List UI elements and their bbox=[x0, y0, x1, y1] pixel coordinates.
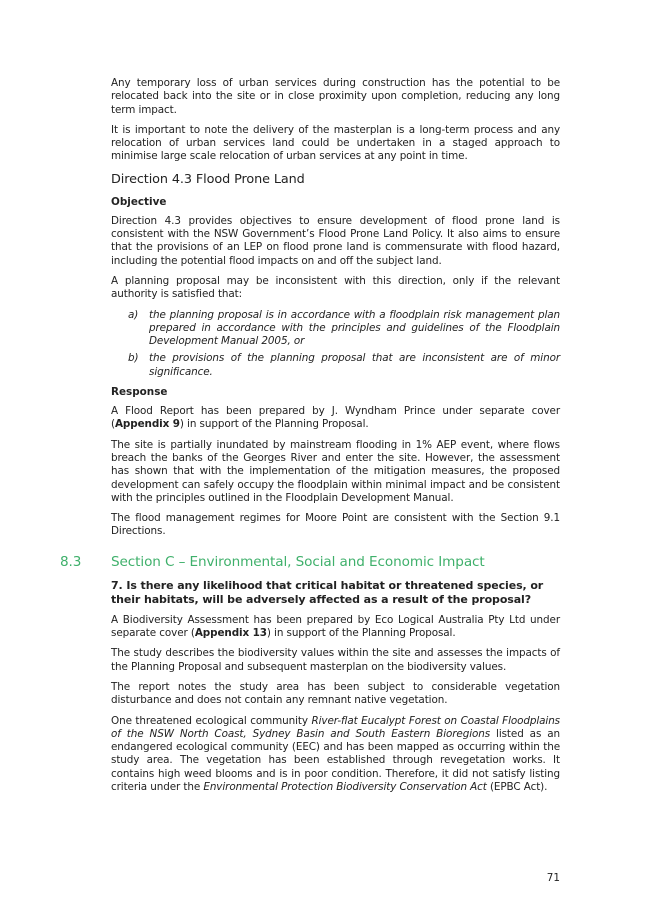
response-paragraph-2: The site is partially inundated by mainstream flooding in 1% AEP event, where flows breach the banks of the Georges River and enter the site. However, the assessment has shown that with the implementation of the mitigation measures, the proposed development can safely occupy the floodplain within minimal impact and be consistent with the principles outlined in the Floodplain Development Manual. bbox=[111, 438, 560, 504]
section-heading bbox=[60, 554, 560, 571]
biodiversity-paragraph-3: The report notes the study area has been subject to considerable vegetation disturbance and does not contain any remnant native vegetation. bbox=[111, 680, 560, 707]
appendix-reference: Appendix 9 bbox=[114, 418, 180, 431]
response-label: Response bbox=[111, 386, 168, 399]
appendix-reference: Appendix 13 bbox=[194, 627, 267, 640]
section-title: Section C – Environmental, Social and Economic Impact bbox=[111, 553, 485, 570]
response-paragraph-3: The flood management regimes for Moore Point are consistent with the Section 9.1 Directions. bbox=[111, 512, 560, 538]
objective-paragraph-1: Direction 4.3 provides objectives to ensure development of flood prone land is consistent with the NSW Government’s Flood Prone Land Policy. It also aims to ensure that the provisions of an LEP on flood prone land is commensurate with flood hazard, including the potential flood impacts on and off the subject land. bbox=[111, 214, 560, 267]
paragraph-text: ) in support of the Planning Proposal. bbox=[266, 627, 456, 640]
response-paragraph-1 bbox=[111, 405, 560, 432]
act-name: Environmental Protection Biodiversity Conservation Act bbox=[203, 780, 487, 793]
list-item-text: the provisions of the planning proposal that are inconsistent are of minor significance. bbox=[149, 352, 560, 378]
list-item bbox=[111, 309, 560, 349]
objective-paragraph-2: A planning proposal may be inconsistent with this direction, only if the relevant authority is satisfied that: bbox=[111, 274, 560, 301]
question-heading: 7. Is there any likelihood that critical habitat or threatened species, or their habitats, will be adversely affected as a result of the proposal? bbox=[111, 578, 544, 606]
page-number: 71 bbox=[546, 872, 560, 884]
community-name: River-flat Eucalypt Forest on Coastal Floodplains of the NSW North Coast, Sydney Basin and South Eastern Bioregions bbox=[111, 714, 560, 740]
list-item bbox=[111, 352, 560, 379]
intro-paragraph-1: Any temporary loss of urban services during construction has the potential to be relocated back into the site or in close proximity upon completion, reducing any long term impact. bbox=[111, 77, 560, 116]
conditions-list bbox=[111, 309, 560, 379]
biodiversity-paragraph-1 bbox=[111, 614, 560, 641]
response-text: ) in support of the Planning Proposal. bbox=[179, 418, 369, 431]
biodiversity-paragraph-2: The study describes the biodiversity values within the site and assesses the impacts of the Planning Proposal and subsequent masterplan on the biodiversity values. bbox=[111, 647, 560, 673]
paragraph-text: (EPBC Act). bbox=[486, 780, 548, 793]
response-text: A Flood Report has been prepared by J. Wyndham Prince under separate cover ( bbox=[111, 405, 560, 431]
list-item-marker: a) bbox=[128, 308, 139, 321]
direction-heading: Direction 4.3 Flood Prone Land bbox=[111, 171, 305, 187]
paragraph-text: A Biodiversity Assessment has been prepared by Eco Logical Australia Pty Ltd under separate cover ( bbox=[111, 613, 560, 640]
section-number: 8.3 bbox=[60, 553, 82, 570]
list-item-text: the planning proposal is in accordance with a floodplain risk management plan prepared in accordance with the principles and guidelines of the Floodplain Development Manual 2005, or bbox=[149, 308, 560, 348]
objective-label: Objective bbox=[111, 195, 167, 208]
intro-paragraph-2: It is important to note the delivery of the masterplan is a long-term process and any relocation of urban services land could be undertaken in a staged approach to minimise large scale relocation of urban services at any point in time. bbox=[111, 123, 560, 163]
paragraph-text: listed as an endangered ecological community (EEC) and has been mapped as occurring within the study area. The vegetation has been established through revegetation works. It contains high weed blooms and is in poor condition. Therefore, it did not satisfy listing criteria under the bbox=[111, 727, 561, 793]
page-content bbox=[60, 77, 561, 801]
biodiversity-paragraph-4 bbox=[111, 715, 560, 795]
paragraph-text: One threatened ecological community bbox=[111, 714, 312, 727]
list-item-marker: b) bbox=[128, 352, 139, 365]
